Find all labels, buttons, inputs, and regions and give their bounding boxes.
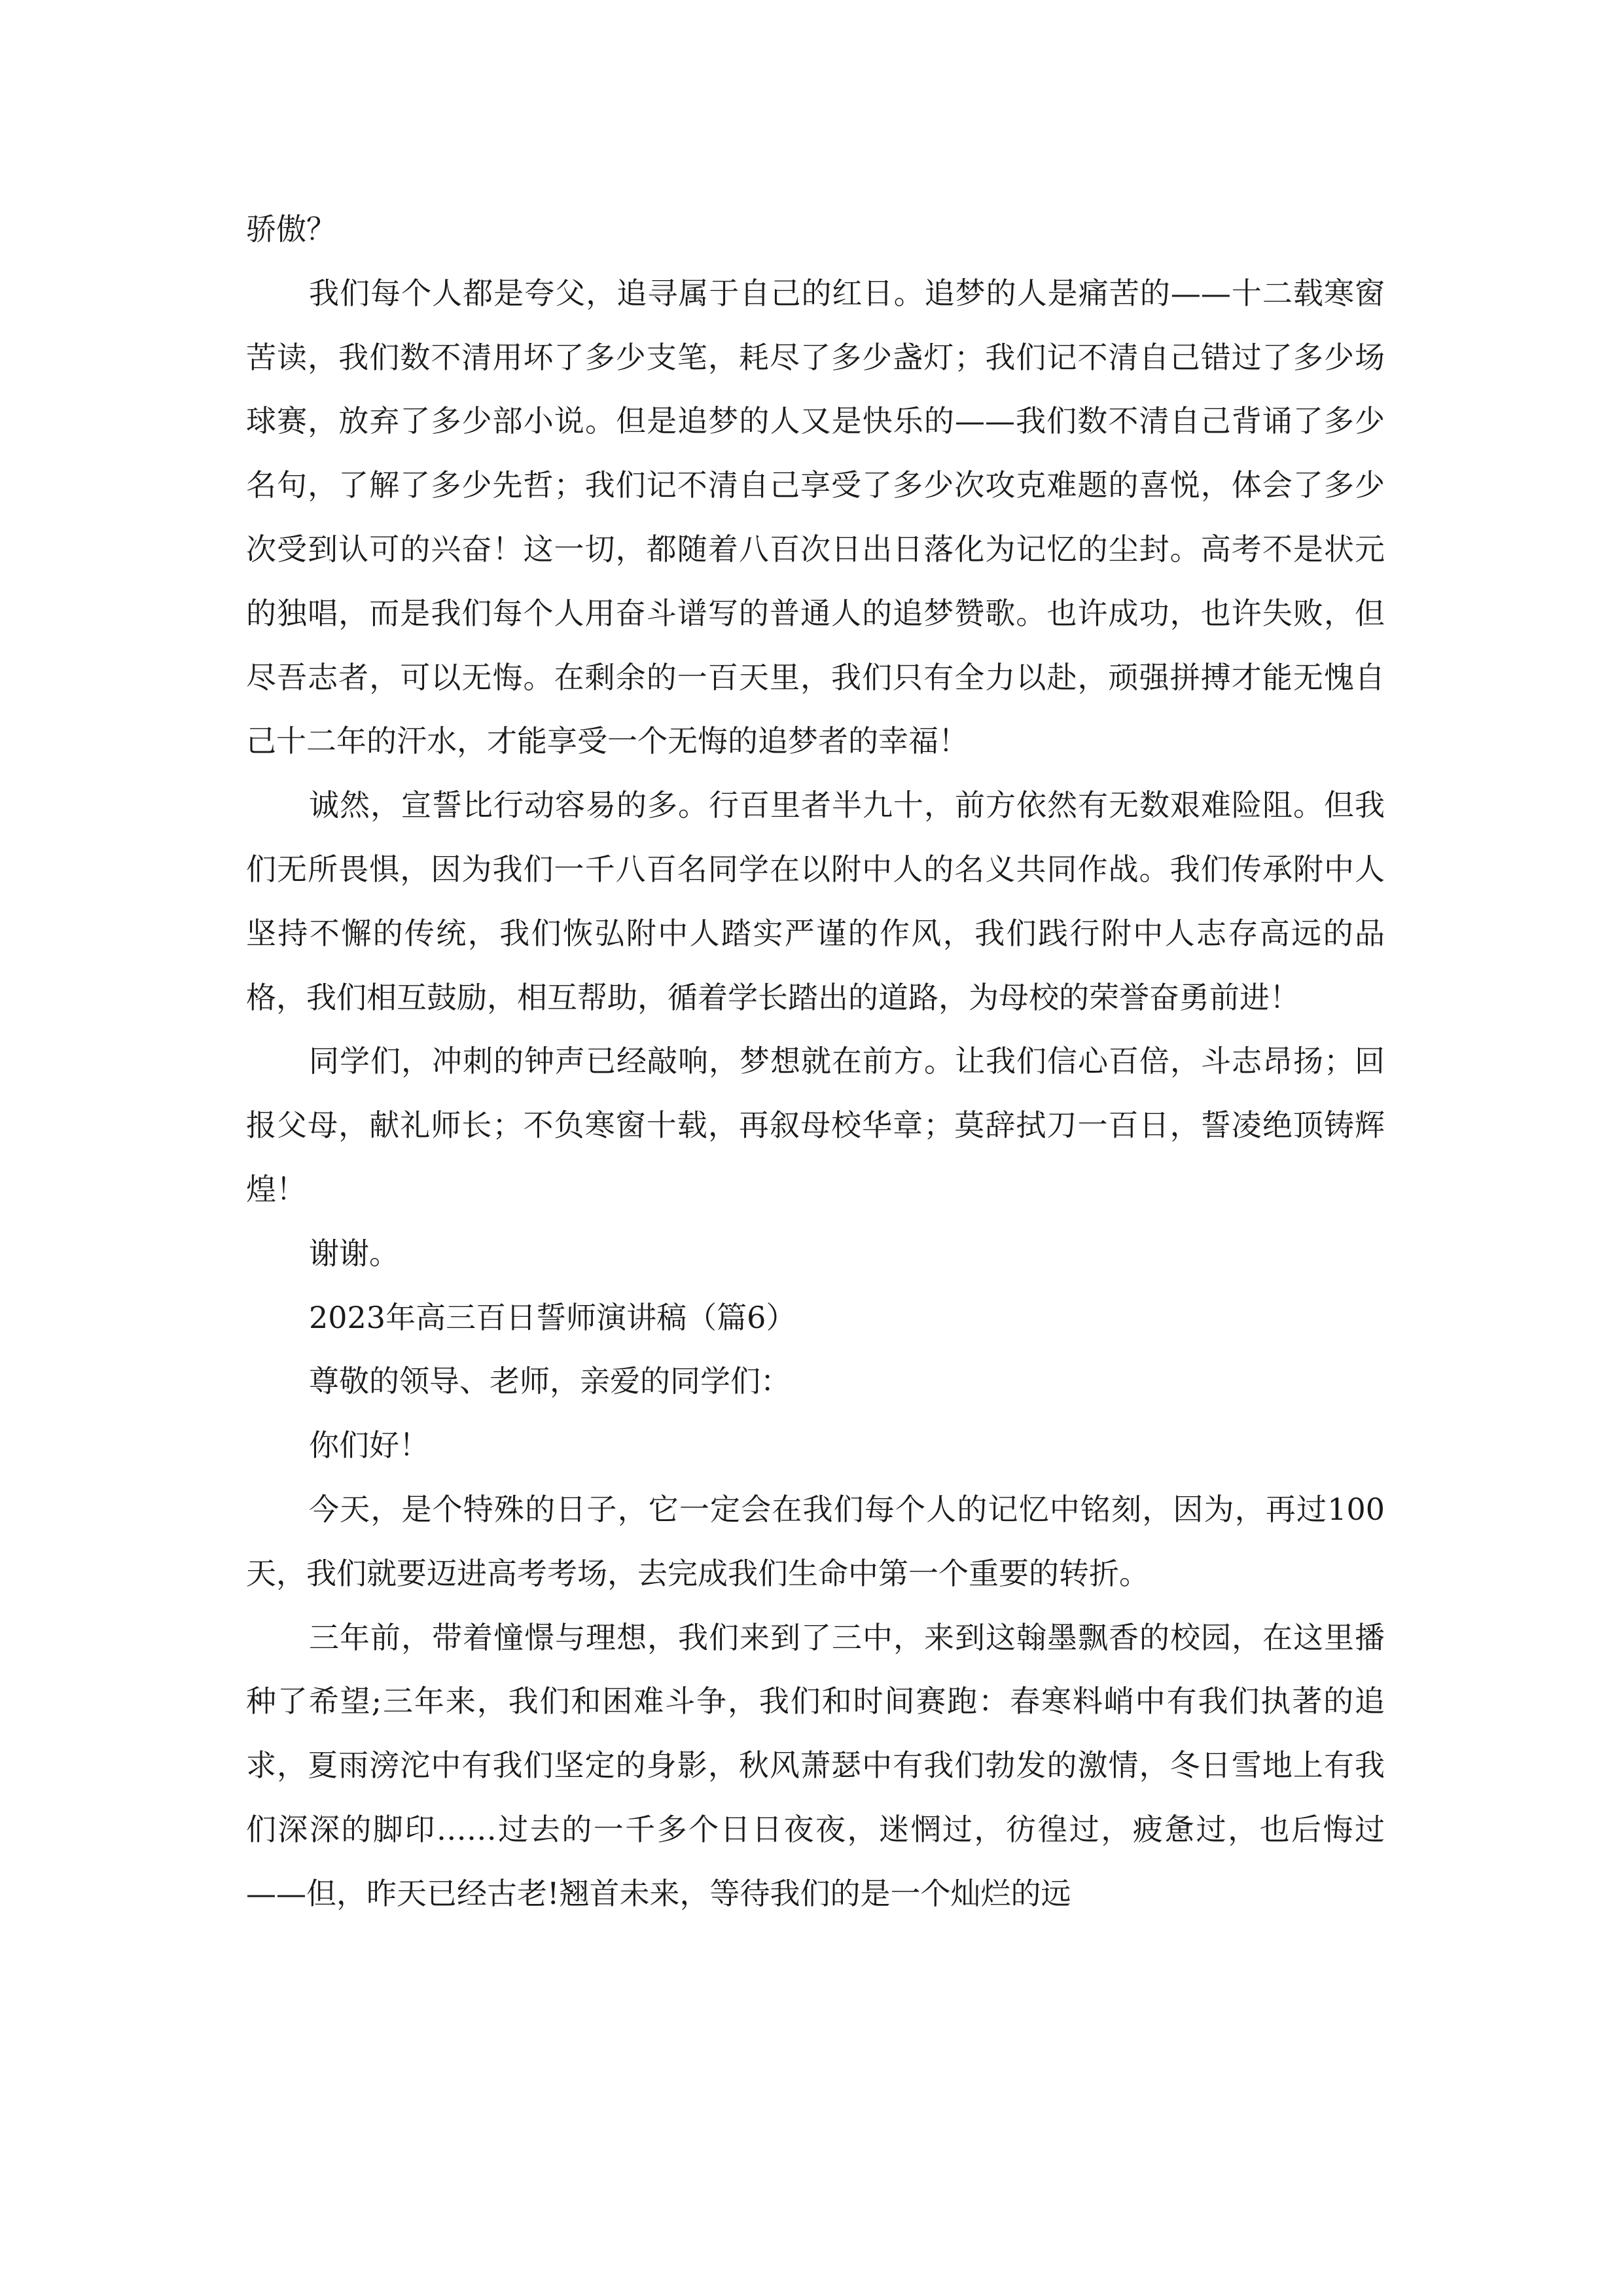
paragraph-9: 今天，是个特殊的日子，它一定会在我们每个人的记忆中铭刻，因为，再过100天，我们就要迈进高考考场，去完成我们生命中第一个重要的转折。 — [246, 1491, 1385, 1591]
paragraph-1: 骄傲？ — [246, 211, 336, 247]
salutation: 尊敬的领导、老师，亲爱的同学们： — [309, 1363, 791, 1399]
paragraph-5: 谢谢。 — [309, 1235, 399, 1271]
paragraph-4: 同学们，冲刺的钟声已经敲响，梦想就在前方。让我们信心百倍，斗志昂扬；回报父母，献礼师长；不负寒窗十载，再叙母校华章；莫辞拭刀一百日，誓凌绝顶铸辉煌！ — [246, 1043, 1385, 1207]
paragraph-2: 我们每个人都是夸父，追寻属于自己的红日。追梦的人是痛苦的——十二载寒窗苦读，我们数不清用坏了多少支笔，耗尽了多少盏灯；我们记不清自己错过了多少场球赛，放弃了多少部小说。但是追梦的人又是快乐的——我们数不清自己背诵了多少名句，了解了多少先哲；我们记不清自己享受了多少次攻克难题的喜悦，体会了多少次受到认可的兴奋！这一切，都随着八百次日出日落化为记忆的尘封。高考不是状元的独唱，而是我们每个人用奋斗谱写的普通人的追梦赞歌。也许成功，也许失败，但尽吾志者，可以无悔。在剩余的一百天里，我们只有全力以赴，顽强拼搏才能无愧自己十二年的汗水，才能享受一个无悔的追梦者的幸福！ — [246, 275, 1385, 759]
paragraph-10: 三年前，带着憧憬与理想，我们来到了三中，来到这翰墨飘香的校园，在这里播种了希望;三年来，我们和困难斗争，我们和时间赛跑：春寒料峭中有我们执著的追求，夏雨滂沱中有我们坚定的身影，秋风萧瑟中有我们勃发的激情，冬日雪地上有我们深深的脚印……过去的一千多个日日夜夜，迷惘过，彷徨过，疲惫过，也后悔过——但，昨天已经古老!翘首未来，等待我们的是一个灿烂的远 — [246, 1619, 1385, 1911]
paragraph-3: 诚然，宣誓比行动容易的多。行百里者半九十，前方依然有无数艰难险阻。但我们无所畏惧，因为我们一千八百名同学在以附中人的名义共同作战。我们传承附中人坚持不懈的传统，我们恢弘附中人踏实严谨的作风，我们践行附中人志存高远的品格，我们相互鼓励，相互帮助，循着学长踏出的道路，为母校的荣誉奋勇前进！ — [246, 787, 1385, 1015]
greeting: 你们好！ — [309, 1427, 429, 1463]
document-body — [246, 198, 1385, 1926]
section-heading: 2023年高三百日誓师演讲稿（篇6） — [309, 1299, 796, 1335]
